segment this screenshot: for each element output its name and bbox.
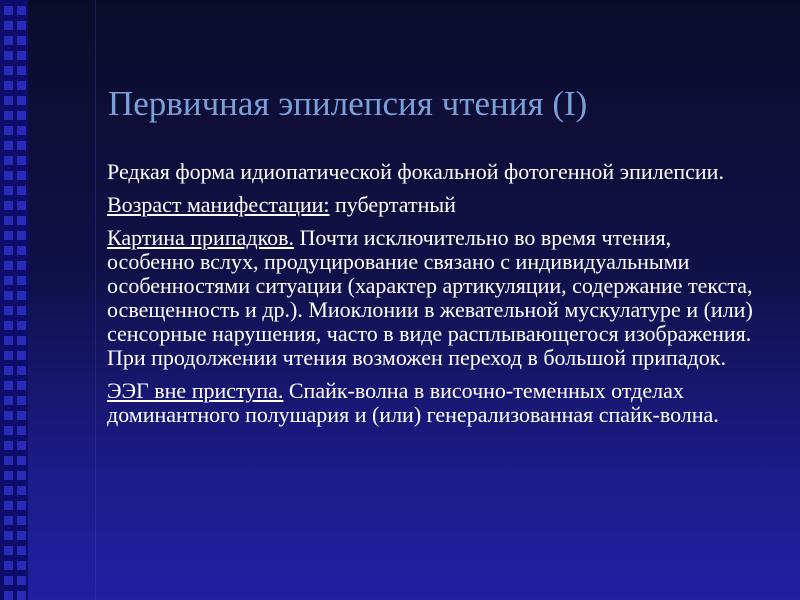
decorative-square xyxy=(17,36,26,45)
decorative-square xyxy=(17,306,26,315)
decorative-square xyxy=(4,261,13,270)
decorative-square xyxy=(17,171,26,180)
decorative-square xyxy=(4,6,13,15)
decorative-square xyxy=(4,246,13,255)
decorative-square xyxy=(4,201,13,210)
slide-body xyxy=(107,160,757,436)
decorative-square xyxy=(17,321,26,330)
decorative-square xyxy=(17,351,26,360)
decorative-square xyxy=(17,336,26,345)
decorative-square xyxy=(17,66,26,75)
decorative-square xyxy=(4,291,13,300)
decorative-square xyxy=(17,291,26,300)
decorative-square xyxy=(17,546,26,555)
decorative-square xyxy=(17,441,26,450)
decorative-square xyxy=(17,486,26,495)
decorative-square xyxy=(4,156,13,165)
decorative-square xyxy=(4,21,13,30)
decorative-square xyxy=(17,246,26,255)
decorative-square xyxy=(4,501,13,510)
decorative-square xyxy=(4,441,13,450)
decorative-square xyxy=(17,201,26,210)
decorative-square xyxy=(17,456,26,465)
decorative-square xyxy=(4,561,13,570)
eeg-heading: ЭЭГ вне приступа. xyxy=(107,378,284,403)
decorative-square xyxy=(17,276,26,285)
seizures-heading: Картина припадков. xyxy=(107,225,295,250)
decorative-square xyxy=(17,411,26,420)
decorative-square xyxy=(4,216,13,225)
decorative-square xyxy=(17,381,26,390)
divider-line xyxy=(95,0,96,600)
decorative-square xyxy=(17,366,26,375)
decorative-square xyxy=(17,501,26,510)
decorative-square xyxy=(4,576,13,585)
decorative-square-strip xyxy=(0,0,28,600)
decorative-square xyxy=(17,591,26,600)
decorative-square xyxy=(4,456,13,465)
paragraph-intro xyxy=(107,160,757,184)
decorative-square xyxy=(17,231,26,240)
decorative-square xyxy=(4,111,13,120)
decorative-square xyxy=(4,306,13,315)
decorative-square xyxy=(4,366,13,375)
decorative-square xyxy=(17,21,26,30)
decorative-square xyxy=(17,396,26,405)
decorative-square xyxy=(17,561,26,570)
decorative-square xyxy=(4,546,13,555)
decorative-square xyxy=(17,216,26,225)
decorative-square xyxy=(4,381,13,390)
intro-text: Редкая форма идиопатической фокальной фотогенной эпилепсии. xyxy=(107,159,724,184)
decorative-square xyxy=(4,186,13,195)
decorative-square xyxy=(17,516,26,525)
decorative-square xyxy=(17,141,26,150)
age-heading: Возраст манифестации: xyxy=(107,192,330,217)
decorative-square xyxy=(4,336,13,345)
age-text: пубертатный xyxy=(329,192,456,217)
paragraph-seizures xyxy=(107,226,757,370)
decorative-square xyxy=(17,426,26,435)
decorative-square xyxy=(17,531,26,540)
decorative-square xyxy=(4,66,13,75)
decorative-square xyxy=(4,141,13,150)
eeg-text: Спайк-волна в височно-теменных отделах доминантного полушария и (или) генерализованная спайк-волна. xyxy=(107,378,719,427)
decorative-square xyxy=(17,261,26,270)
decorative-square xyxy=(17,51,26,60)
decorative-square xyxy=(4,471,13,480)
decorative-square xyxy=(4,276,13,285)
decorative-square xyxy=(4,81,13,90)
decorative-square xyxy=(4,96,13,105)
decorative-square xyxy=(4,486,13,495)
decorative-square xyxy=(4,171,13,180)
decorative-square xyxy=(4,516,13,525)
decorative-square xyxy=(4,126,13,135)
decorative-square xyxy=(4,36,13,45)
decorative-square xyxy=(17,126,26,135)
paragraph-eeg xyxy=(107,379,757,427)
decorative-square xyxy=(17,81,26,90)
decorative-square xyxy=(4,321,13,330)
decorative-square xyxy=(17,186,26,195)
decorative-square xyxy=(17,471,26,480)
slide-title: Первичная эпилепсия чтения (I) xyxy=(108,84,588,123)
decorative-square xyxy=(17,576,26,585)
decorative-square xyxy=(4,51,13,60)
decorative-square xyxy=(4,531,13,540)
decorative-square xyxy=(4,411,13,420)
decorative-square xyxy=(17,156,26,165)
seizures-text: Почти исключительно во время чтения, особенно вслух, продуцирование связано с индивидуальными особенностями ситуации (характер артикуляции, содержание текста, освещенность и др.). Миоклонии в жевательной мускулатуре и (или) сенсорные нарушения, часто в виде расплывающегося изображения. При продолжении чтения возможен переход в большой припадок. xyxy=(107,225,753,370)
decorative-square xyxy=(4,231,13,240)
decorative-square xyxy=(4,396,13,405)
decorative-square xyxy=(17,96,26,105)
decorative-square xyxy=(17,111,26,120)
decorative-square xyxy=(17,6,26,15)
decorative-square xyxy=(4,591,13,600)
decorative-square xyxy=(4,426,13,435)
paragraph-age xyxy=(107,193,757,217)
decorative-square xyxy=(4,351,13,360)
